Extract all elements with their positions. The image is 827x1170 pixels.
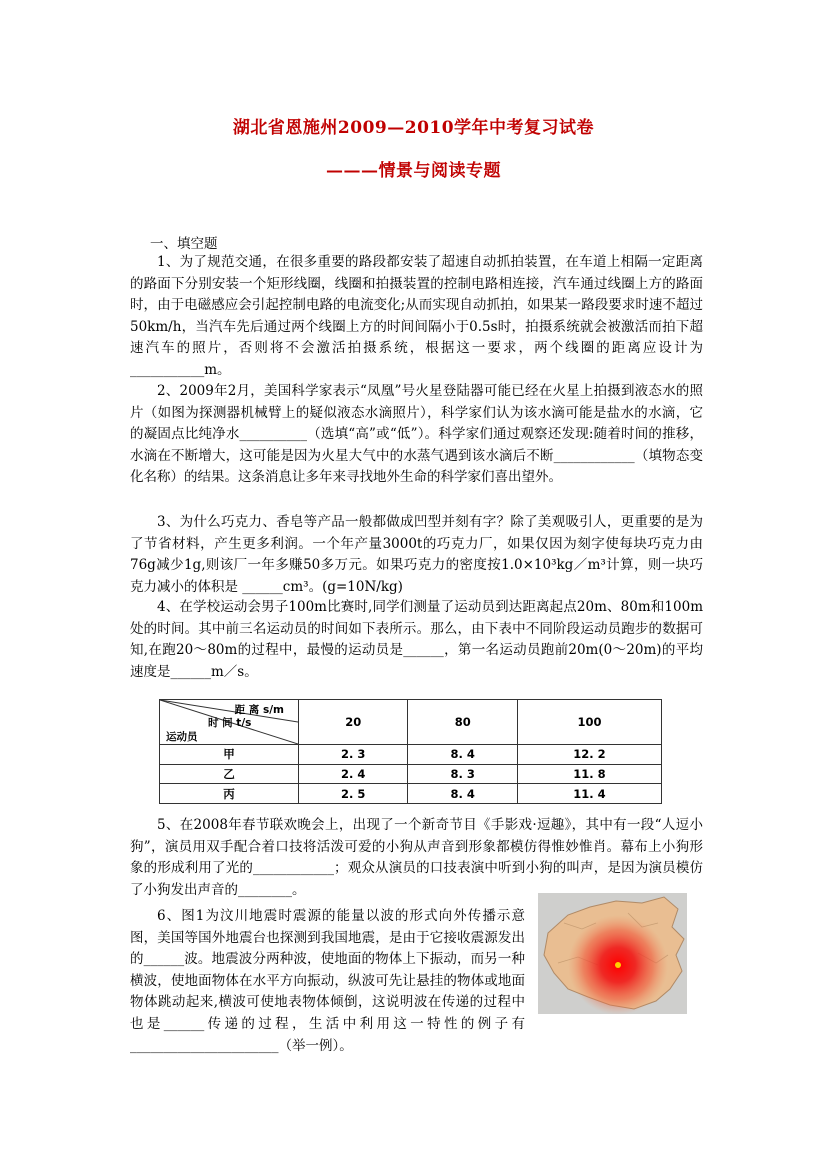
runner-name: 乙 (160, 764, 299, 784)
time-cell: 12. 2 (517, 745, 661, 765)
diagonal-header-cell (160, 700, 299, 745)
time-cell: 11. 4 (517, 784, 661, 804)
question-3 (130, 512, 703, 598)
question-4-text: 4、在学校运动会男子100m比赛时,同学们测量了运动员到达距离起点20m、80m和100m处的时间。其中前三名运动员的时间如下表所示。那么，由下表中不同阶段运动员跑步的数据可知,在跑20～80m的过程中，最慢的运动员是______，第一名运动员跑前20m(0～20m)的平均速度是______m／s。 (130, 599, 703, 680)
question-1 (130, 252, 703, 382)
runner-name: 甲 (160, 745, 299, 765)
table-row (160, 764, 662, 784)
time-cell: 8. 4 (408, 745, 517, 765)
question-6 (130, 906, 525, 1057)
runner-header: 运动员 (166, 731, 198, 743)
distance-80: 80 (408, 700, 517, 745)
time-cell: 8. 4 (408, 784, 517, 804)
table-row (160, 784, 662, 804)
time-cell: 2. 3 (299, 745, 408, 765)
runner-name: 丙 (160, 784, 299, 804)
distance-100: 100 (517, 700, 661, 745)
question-5 (130, 815, 703, 901)
race-time-table (159, 699, 662, 804)
section-heading: 一、填空题 (150, 236, 218, 252)
table-header-row (160, 700, 662, 745)
question-1-text: 1、为了规范交通，在很多重要的路段都安装了超速自动抓拍装置，在车道上相隔一定距离的路面下分别安装一个矩形线圈，线圈和拍摄装置的控制电路相连接，汽车通过线圈上方的路面时，由于电磁感应会引起控制电路的电流变化;从而实现自动抓拍，如果某一路段要求时速不超过50km/h，当汽车先后通过两个线圈上方的时间间隔小于0.5s时，拍摄系统就会被激活而拍下超速汽车的照片，否则将不会激活拍摄系统，根据这一要求，两个线圈的距离应设计为___________m。 (130, 254, 703, 378)
time-cell: 2. 4 (299, 764, 408, 784)
time-header: 时 间 t/s (208, 717, 252, 729)
time-cell: 2. 5 (299, 784, 408, 804)
question-5-text: 5、在2008年春节联欢晚会上，出现了一个新奇节目《手影戏·逗趣》，其中有一段“人逗小狗”，演员用双手配合着口技将活泼可爱的小狗从声音到形象都模仿得惟妙惟肖。幕布上小狗形象的形成利用了光的____________；观众从演员的口技表演中听到小狗的叫声，是因为演员模仿了小狗发出声音的________。 (130, 817, 703, 898)
question-2 (130, 381, 703, 489)
question-4 (130, 597, 703, 683)
question-3-text: 3、为什么巧克力、香皂等产品一般都做成凹型并刻有字？除了美观吸引人，更重要的是为了节省材料，产生更多利润。一个年产量3000t的巧克力厂，如果仅因为刻字使每块巧克力由76g减少1g,则该厂一年多赚50多万元。如果巧克力的密度按1.0×10³kg／m³计算，则一块巧克力减小的体积是 ______cm³。(g=10N/kg) (130, 514, 703, 595)
question-6-text: 6、图1为汶川地震时震源的能量以波的形式向外传播示意图，美国等国外地震台也探测到我国地震，是由于它接收震源发出的______波。地震波分两种波，使地面的物体上下振动，而另一种横波，使地面物体在水平方向振动，纵波可先让悬挂的物体或地面物体跳动起来,横波可使地表物体倾倒，这说明波在传递的过程中也是______传递的过程，生活中利用这一特性的例子有______________________（举一例）。 (130, 908, 525, 1054)
question-2-text: 2、2009年2月，美国科学家表示“凤凰”号火星登陆器可能已经在火星上拍摄到液态水的照片（如图为探测器机械臂上的疑似液态水滴照片），科学家们认为该水滴可能是盐水的水滴，它的凝固点比纯净水__________（选填“高”或“低”）。科学家们通过观察还发现:随着时间的推移，水滴在不断增大，这可能是因为火星大气中的水蒸气遇到该水滴后不断____________（填物态变化名称）的结果。这条消息让多年来寻找地外生命的科学家们喜出望外。 (130, 383, 703, 486)
document-subtitle: ———情景与阅读专题 (326, 161, 501, 181)
time-cell: 11. 8 (517, 764, 661, 784)
distance-20: 20 (299, 700, 408, 745)
table-row (160, 745, 662, 765)
time-cell: 8. 3 (408, 764, 517, 784)
distance-header: 距 离 s/m (234, 704, 284, 716)
document-title: 湖北省恩施州2009—2010学年中考复习试卷 (232, 118, 595, 138)
earthquake-map-icon (538, 893, 687, 1014)
